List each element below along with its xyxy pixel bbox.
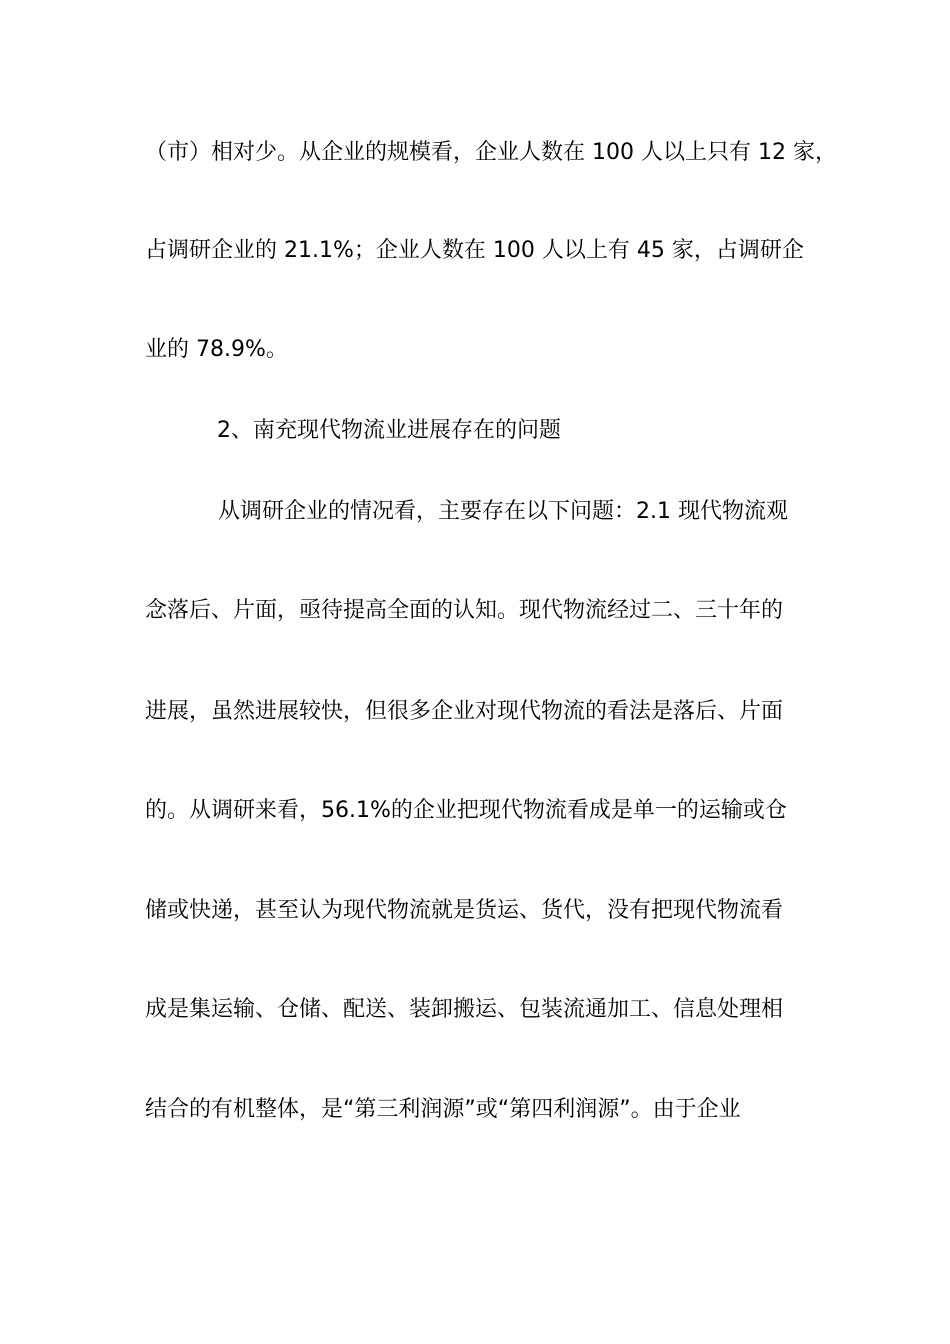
body-text-line: 占调研企业的 21.1%；企业人数在 100 人以上有 45 家，占调研企 (145, 238, 804, 263)
body-text-line: 成是集运输、仓储、配送、装卸搬运、包装流通加工、信息处理相 (145, 997, 784, 1022)
body-text-line: 进展，虽然进展较快，但很多企业对现代物流的看法是落后、片面 (145, 699, 784, 724)
body-text-line: 念落后、片面，亟待提高全面的认知。现代物流经过二、三十年的 (145, 598, 784, 623)
body-text-line: （市）相对少。从企业的规模看，企业人数在 100 人以上只有 12 家， (145, 140, 837, 165)
paragraph-first-line: 从调研企业的情况看，主要存在以下问题：2.1 现代物流观 (218, 499, 788, 524)
body-text-line: 业的 78.9%。 (145, 337, 288, 362)
body-text-line: 储或快递，甚至认为现代物流就是货运、货代，没有把现代物流看 (145, 898, 784, 923)
body-text-line: 结合的有机整体，是“第三利润源”或“第四利润源”。由于企业 (145, 1097, 741, 1122)
body-text-line: 的。从调研来看，56.1%的企业把现代物流看成是单一的运输或仓 (145, 798, 787, 823)
section-heading: 2、南充现代物流业进展存在的问题 (217, 418, 561, 443)
